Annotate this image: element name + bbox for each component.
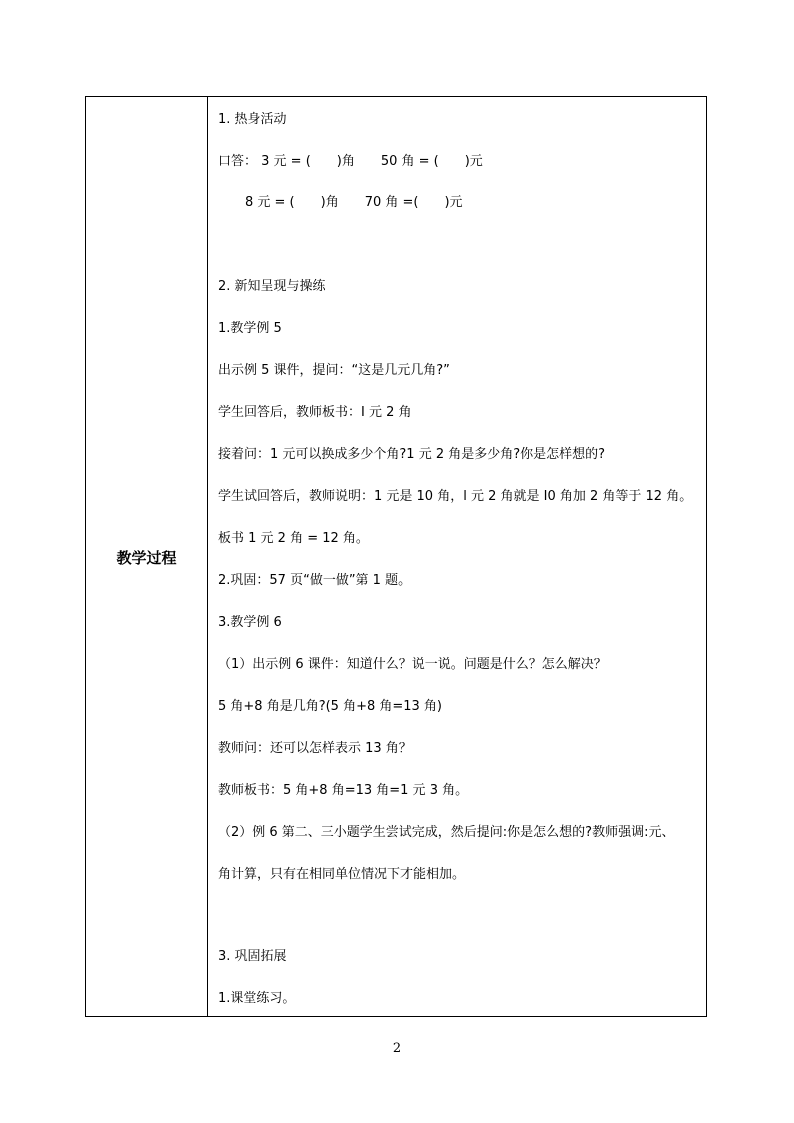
lesson-plan-table [85, 96, 707, 1017]
warmup-heading: 1. 热身活动 [218, 112, 287, 127]
page-number: 2 [392, 1041, 402, 1056]
example-5-heading: 1.教学例 5 [218, 321, 282, 336]
text-line: 教师问：还可以怎样表示 13 角？ [218, 741, 412, 756]
text-line: 接着问：1 元可以换成多少个角?1 元 2 角是多少角?你是怎样想的? [218, 447, 606, 462]
new-knowledge-heading: 2. 新知呈现与操练 [218, 279, 326, 294]
section-label: 教学过程 [116, 549, 177, 567]
text-line: 学生试回答后，教师说明：1 元是 10 角，l 元 2 角就是 I0 角加 2 角等于 12 角。 [218, 489, 693, 504]
text-line: 角计算，只有在相同单位情况下才能相加。 [218, 867, 466, 882]
text-line: 5 角+8 角是几角?(5 角+8 角=13 角) [218, 699, 443, 714]
text-line: 教师板书：5 角+8 角=13 角=1 元 3 角。 [218, 783, 469, 798]
text-line: 学生回答后，教师板书：I 元 2 角 [218, 405, 412, 420]
column-divider [207, 97, 208, 1016]
oral-question-1: 口答： 3 元 = ( )角 50 角 = ( )元 [218, 154, 483, 169]
text-line: 板书 1 元 2 角 = 12 角。 [218, 531, 369, 546]
text-line: （2）例 6 第二、三小题学生尝试完成，然后提问:你是怎么想的?教师强调:元、 [218, 825, 675, 840]
consolidation-line: 2.巩固：57 页“做一做”第 1 题。 [218, 573, 412, 588]
oral-question-2: 8 元 = ( )角 70 角 =( )元 [245, 195, 463, 210]
extension-heading: 3. 巩固拓展 [218, 949, 287, 964]
text-line: （1）出示例 6 课件：知道什么？说一说。问题是什么？怎么解决？ [218, 657, 607, 672]
practice-line: 1.课堂练习。 [218, 991, 296, 1006]
example-6-heading: 3.教学例 6 [218, 615, 282, 630]
text-line: 出示例 5 课件，提问：“这是几元几角?” [218, 363, 450, 378]
